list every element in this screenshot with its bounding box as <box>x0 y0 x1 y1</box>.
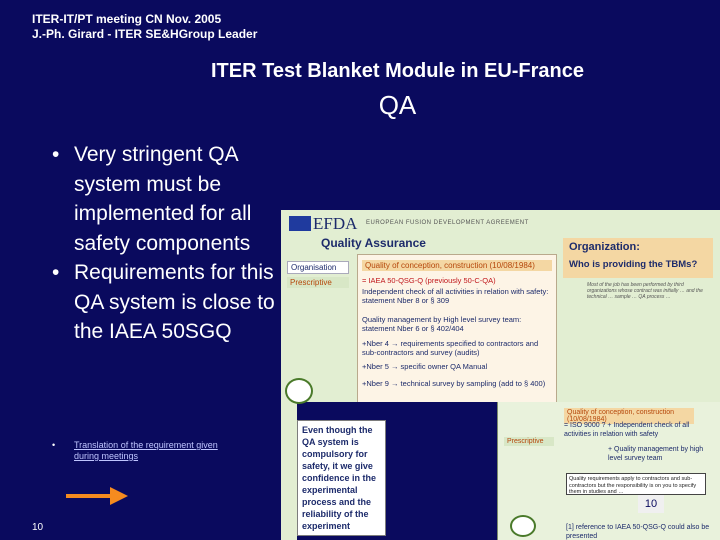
bullet-list <box>52 140 277 347</box>
bullet-item <box>52 258 277 347</box>
header-line-1: ITER-IT/PT meeting CN Nov. 2005 <box>32 12 222 26</box>
requirements-panel <box>357 254 557 402</box>
translation-link-text[interactable]: Translation of the requirement given during meetings <box>74 440 218 461</box>
slide-header <box>32 12 257 42</box>
slide-gutter <box>281 402 297 540</box>
translation-link[interactable] <box>52 440 232 462</box>
iter-logo-icon <box>285 378 313 404</box>
bullet-text: Very stringent QA system must be implemented for all safety components <box>74 143 252 255</box>
organization-title: Organization: <box>569 241 640 253</box>
page-number: 10 <box>32 522 44 533</box>
quality-conception-label: Quality of conception, construction (10/08/1984) <box>362 260 552 271</box>
organisation-label: Organisation <box>287 261 349 274</box>
back-iso-line: = ISO 9000 ? + Independent check of all activities in relation with safety <box>564 422 690 438</box>
eu-flag-icon <box>289 216 311 231</box>
nber5-line: +Nber 5 → specific owner QA Manual <box>362 362 488 371</box>
slide-title: ITER Test Blanket Module in EU-France <box>210 60 585 82</box>
arrow-right-icon[interactable] <box>66 484 128 508</box>
prescriptive-label: Prescriptive <box>287 277 349 288</box>
header-line-2: J.-Ph. Girard - ITER SE&HGroup Leader <box>32 27 258 41</box>
organization-box <box>563 238 713 278</box>
quality-management: Quality management by High level survey team: statement Nber 6 or § 402/404 <box>362 315 522 333</box>
front-slide-heading: Quality Assurance <box>321 236 426 250</box>
iaea-line: = IAEA 50-QSG-Q (previously 50-C-QA) <box>362 276 496 285</box>
bullet-dot-icon: • <box>52 440 56 450</box>
back-requirements-box: Quality requirements apply to contractors and sub-contractors but the responsibility is on you to specify them in studies and … <box>566 473 706 495</box>
efda-subtitle: EUROPEAN FUSION DEVELOPMENT AGREEMENT <box>366 220 529 226</box>
callout-box: Even though the QA system is compulsory for safety, it we give confidence in the experimental process and the reliability of the experiment <box>297 420 386 536</box>
efda-logo: EFDA <box>313 214 358 233</box>
organization-note: Most of the job has been performed by third organizations whose contract was initially … and the technical … sample … QA process … <box>587 282 703 300</box>
iter-logo-icon <box>510 515 536 537</box>
bullet-dot-icon: • <box>52 143 60 166</box>
back-prescriptive: Prescriptive <box>504 437 554 446</box>
back-reference: [1] reference to IAEA 50-QSG-Q could also be presented <box>566 524 710 540</box>
organization-question: Who is providing the TBMs? <box>569 259 698 270</box>
independent-check: Independent check of all activities in relation with safety: statement Nber 8 or § 309 <box>362 287 549 305</box>
slide-subtitle: QA <box>378 90 417 120</box>
slide-number-badge: 10 <box>638 495 664 513</box>
nber4-line: +Nber 4 → requirements specified to contractors and sub-contractors and survey (audits) <box>362 339 539 357</box>
embedded-slide-front <box>281 210 720 402</box>
back-quality-management: + Quality management by high level survey team <box>608 446 704 462</box>
nber9-line: +Nber 9 → technical survey by sampling (add to § 400) <box>362 379 546 388</box>
bullet-item <box>52 140 277 258</box>
bullet-dot-icon: • <box>52 261 60 284</box>
bullet-text: Requirements for this QA system is close to the IAEA 50SGQ <box>74 261 275 343</box>
back-quality-conception: Quality of conception, construction (10/08/1984) <box>564 408 694 424</box>
